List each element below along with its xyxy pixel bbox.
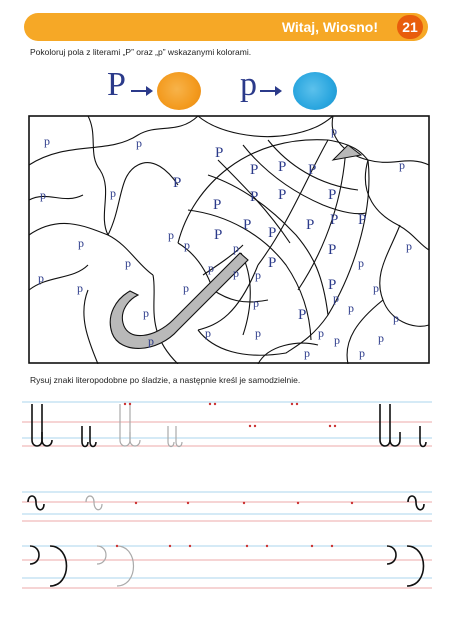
letter-lower-p: p — [399, 158, 405, 172]
tracing-row-waves — [22, 490, 432, 525]
legend-letter-upper: P — [107, 66, 126, 103]
letter-lower-p: p — [233, 241, 239, 255]
letter-lower-p: p — [44, 134, 50, 148]
header-bar — [24, 13, 428, 41]
letter-upper-p: P — [298, 307, 307, 323]
letter-lower-p: p — [358, 256, 364, 270]
letter-lower-p: p — [168, 228, 174, 242]
letter-lower-p: p — [331, 124, 337, 138]
letter-lower-p: p — [253, 296, 259, 310]
letter-upper-p: P — [278, 187, 287, 203]
letter-lower-p: p — [205, 326, 211, 340]
coloring-picture — [28, 115, 430, 364]
letter-upper-p: P — [250, 189, 259, 205]
letter-upper-p: P — [215, 145, 224, 161]
letter-lower-p: p — [255, 268, 261, 282]
letter-lower-p: p — [304, 346, 310, 360]
letter-upper-p: P — [268, 225, 277, 241]
letter-upper-p: P — [308, 162, 317, 178]
letter-lower-p: p — [208, 261, 214, 275]
letter-lower-p: p — [334, 333, 340, 347]
letter-upper-p: P — [306, 217, 315, 233]
letter-upper-p: P — [213, 197, 222, 213]
letter-lower-p: p — [378, 331, 384, 345]
page-title: Witaj, Wiosno! — [281, 19, 378, 35]
letter-upper-p: P — [358, 212, 367, 228]
letter-lower-p: p — [359, 346, 365, 360]
letter-upper-p: P — [330, 212, 339, 228]
letter-upper-p: P — [214, 227, 223, 243]
letter-lower-p: p — [318, 326, 324, 340]
coloring-instruction: Pokoloruj pola z literami „P” oraz „p” wskazanymi kolorami. — [30, 47, 252, 57]
letter-lower-p: p — [38, 271, 44, 285]
letter-lower-p: p — [77, 281, 83, 295]
letter-upper-p: P — [328, 242, 337, 258]
letter-lower-p: p — [136, 136, 142, 150]
letter-lower-p: p — [184, 238, 190, 252]
letter-lower-p: p — [143, 306, 149, 320]
arrow-right-icon — [260, 90, 280, 92]
orange-crayon-blob — [157, 72, 201, 110]
letter-upper-p: P — [328, 187, 337, 203]
letter-lower-p: p — [125, 256, 131, 270]
color-legend — [105, 66, 345, 112]
letter-lower-p: p — [110, 186, 116, 200]
letter-upper-p: P — [328, 277, 337, 293]
letter-lower-p: p — [373, 281, 379, 295]
letter-lower-p: p — [406, 239, 412, 253]
letter-lower-p: p — [393, 311, 399, 325]
letter-upper-p: P — [250, 162, 259, 178]
letter-lower-p: p — [333, 291, 339, 305]
page-number-badge: 21 — [397, 15, 423, 39]
letter-lower-p: p — [255, 326, 261, 340]
arrow-right-icon — [131, 90, 151, 92]
blue-crayon-blob — [293, 72, 337, 110]
letter-lower-p: p — [183, 281, 189, 295]
letter-lower-p: p — [78, 236, 84, 250]
letter-upper-p: P — [268, 255, 277, 271]
legend-letter-lower: p — [240, 66, 257, 103]
letter-lower-p: p — [233, 266, 239, 280]
letter-lower-p: p — [40, 188, 46, 202]
tracing-instruction: Rysuj znaki literopodobne po śladzie, a następnie kreśl je samodzielnie. — [30, 375, 301, 385]
tracing-row-hooks — [22, 396, 432, 452]
letter-upper-p: P — [173, 175, 182, 191]
letter-lower-p: p — [148, 334, 154, 348]
letter-lower-p: p — [348, 301, 354, 315]
tracing-row-arcs — [22, 538, 432, 594]
letter-upper-p: P — [243, 217, 252, 233]
letter-upper-p: P — [278, 159, 287, 175]
